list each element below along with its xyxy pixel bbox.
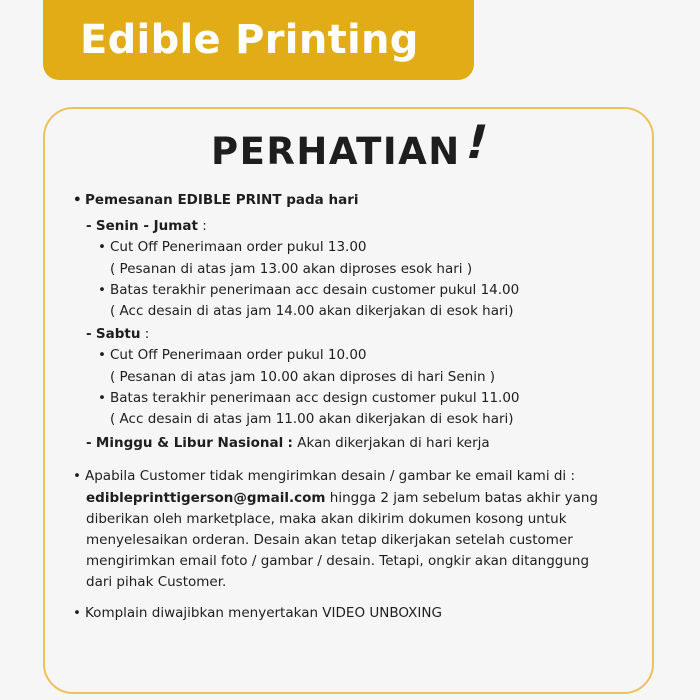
saturday-label: Sabtu (95, 326, 141, 342)
saturday-design-note: ( Acc desain di atas jam 11.00 akan dikerjakan di esok hari) (110, 411, 514, 427)
saturday-cutoff: • Cut Off Penerimaan order pukul 10.00 (98, 347, 367, 363)
weekday-cutoff-note: ( Pesanan di atas jam 13.00 akan diproses esok hari ) (110, 261, 473, 277)
weekday-heading: - Senin - Jumat : (86, 218, 207, 234)
saturday-design-deadline: • Batas terakhir penerimaan acc design customer pukul 11.00 (98, 390, 520, 406)
email-policy-line-2: edibleprinttigerson@gmail.com hingga 2 jam sebelum batas akhir yang (86, 490, 598, 506)
bullet-icon: • (98, 390, 106, 406)
notice-heading (211, 115, 496, 176)
exclamation-mark: ! (459, 115, 496, 169)
saturday-heading: - Sabtu : (86, 326, 150, 342)
bullet-icon: • (98, 347, 106, 363)
email-policy-line-4: menyelesaikan orderan. Desain akan tetap dikerjakan setelah customer (86, 532, 573, 548)
sunday-label: Minggu & Libur Nasional (95, 435, 284, 451)
weekday-design-deadline: • Batas terakhir penerimaan acc desain customer pukul 14.00 (98, 282, 520, 298)
order-schedule-intro: • Pemesanan EDIBLE PRINT pada hari (73, 192, 359, 208)
bullet-icon: • (98, 282, 106, 298)
bullet-icon: • (98, 239, 106, 255)
email-policy-line-1: • Apabila Customer tidak mengirimkan desain / gambar ke email kami di : (73, 468, 576, 484)
weekday-label: Senin - Jumat (95, 218, 198, 234)
bullet-icon: • (73, 192, 82, 208)
notice-heading-text: PERHATIAN (211, 130, 461, 173)
weekday-cutoff: • Cut Off Penerimaan order pukul 13.00 (98, 239, 367, 255)
complaint-line: • Komplain diwajibkan menyertakan VIDEO UNBOXING (73, 605, 442, 621)
banner-title: Edible Printing (80, 17, 419, 63)
bullet-icon: • (73, 468, 81, 484)
sunday-text: Akan dikerjakan di hari kerja (297, 435, 490, 451)
contact-email: edibleprinttigerson@gmail.com (86, 490, 326, 506)
email-policy-line-6: dari pihak Customer. (86, 574, 227, 590)
email-policy-line-5: mengirimkan email foto / gambar / desain. Tetapi, ongkir akan ditanggung (86, 553, 590, 569)
saturday-cutoff-note: ( Pesanan di atas jam 10.00 akan diproses di hari Senin ) (110, 369, 496, 385)
weekday-design-note: ( Acc desain di atas jam 14.00 akan dikerjakan di esok hari) (110, 303, 514, 319)
sunday-holiday-line: - Minggu & Libur Nasional : Akan dikerjakan di hari kerja (86, 435, 490, 451)
email-policy-line-3: diberikan oleh marketplace, maka akan dikirim dokumen kosong untuk (86, 511, 567, 527)
bullet-icon: • (73, 605, 81, 621)
